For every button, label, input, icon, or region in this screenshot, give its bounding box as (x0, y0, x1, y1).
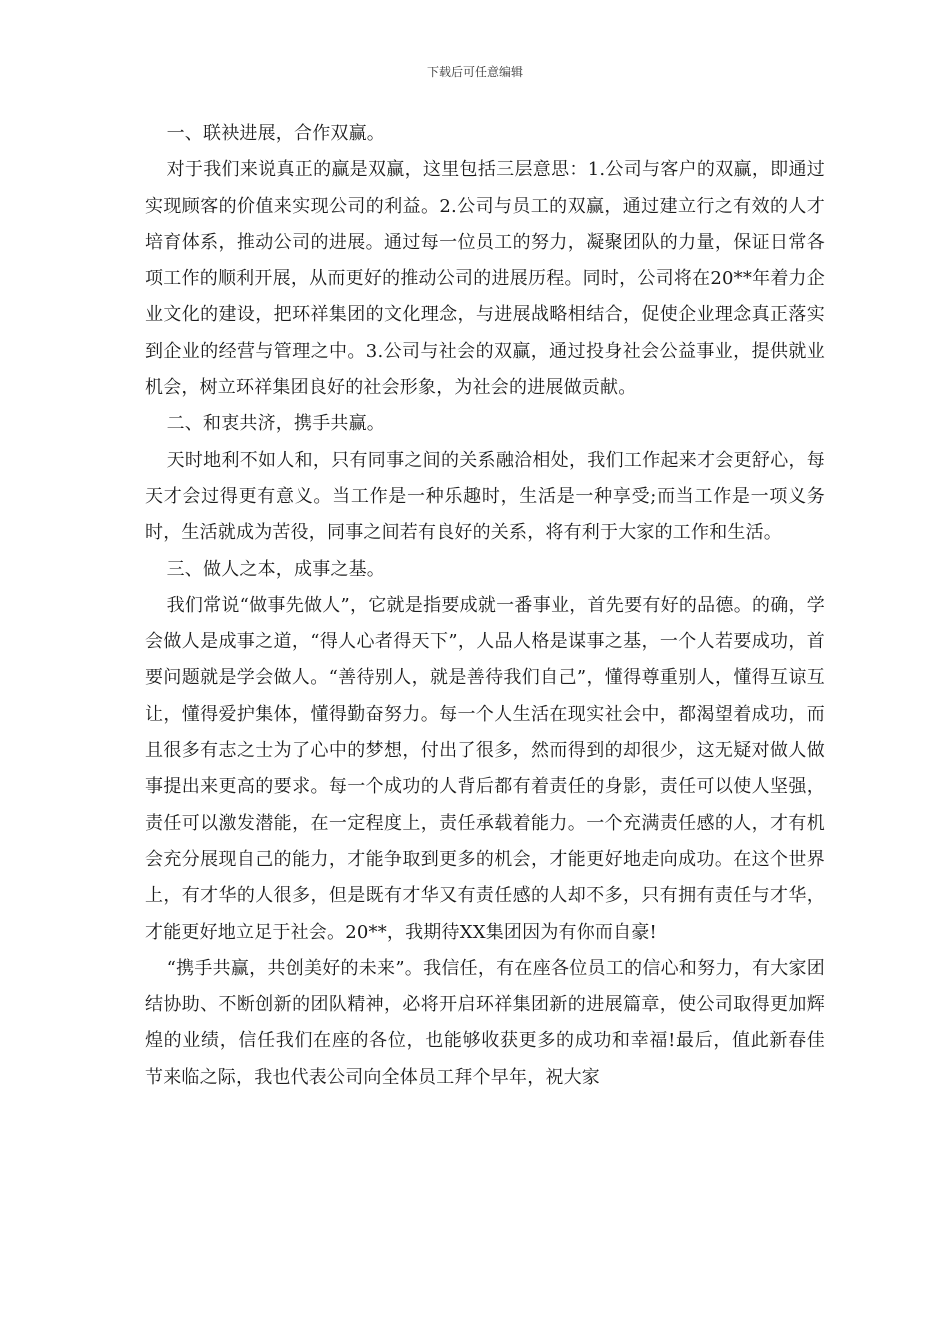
section-heading-2: 二、和衷共济，携手共赢。 (166, 413, 385, 435)
page-header: 下载后可任意编辑 (426, 65, 523, 79)
paragraph-closing: “携手共赢，共创美好的未来”。我信任，有在座各位员工的信心和努力，有大家团结协助、不断创新的团队精神，必将开启环祥集团新的进展篇章，使公司取得更加辉煌的业绩，信任我们在座的各位，也能够收获更多的成功和幸福!最后，值此新春佳节来临之际，我也代表公司向全体员工拜个早年，祝大家 (145, 957, 825, 1088)
document-body (145, 116, 825, 1096)
paragraph-harmony: 天时地利不如人和，只有同事之间的关系融洽相处，我们工作起来才会更舒心，每天才会过得更有意义。当工作是一种乐趣时，生活是一种享受;而当工作是一项义务时，生活就成为苦役，同事之间若有良好的关系，将有利于大家的工作和生活。 (145, 449, 825, 544)
section-heading-1: 一、联袂进展，合作双赢。 (166, 123, 385, 144)
section-heading-3: 三、做人之本，成事之基。 (166, 558, 385, 580)
paragraph-character: 我们常说“做事先做人”，它就是指要成就一番事业，首先要有好的品德。的确，学会做人是成事之道，“得人心者得天下”，人品人格是谋事之基，一个人若要成功，首要问题就是学会做人。“善待别人，就是善待我们自己”，懂得尊重别人，懂得互谅互让，懂得爱护集体，懂得勤奋努力。每一个人生活在现实社会中，都渴望着成功，而且很多有志之士为了心中的梦想，付出了很多，然而得到的却很少，这无疑对做人做事提出来更高的要求。每一个成功的人背后都有着责任的身影，责任可以使人坚强，责任可以激发潜能，在一定程度上，责任承载着能力。一个充满责任感的人，才有机会充分展现自己的能力，才能争取到更多的机会，才能更好地走向成功。在这个世界上，有才华的人很多，但是既有才华又有责任感的人却不多，只有拥有责任与才华，才能更好地立足于社会。20**，我期待XX集团因为有你而自豪! (145, 594, 825, 943)
paragraph-win-win: 对于我们来说真正的赢是双赢，这里包括三层意思：1.公司与客户的双赢，即通过实现顾客的价值来实现公司的利益。2.公司与员工的双赢，通过建立行之有效的人才培育体系，推动公司的进展。通过每一位员工的努力，凝聚团队的力量，保证日常各项工作的顺利开展，从而更好的推动公司的进展历程。同时，公司将在20**年着力企业文化的建设，把环祥集团的文化理念，与进展战略相结合，促使企业理念真正落实到企业的经营与管理之中。3.公司与社会的双赢，通过投身社会公益事业，提供就业机会，树立环祥集团良好的社会形象，为社会的进展做贡献。 (145, 159, 825, 399)
